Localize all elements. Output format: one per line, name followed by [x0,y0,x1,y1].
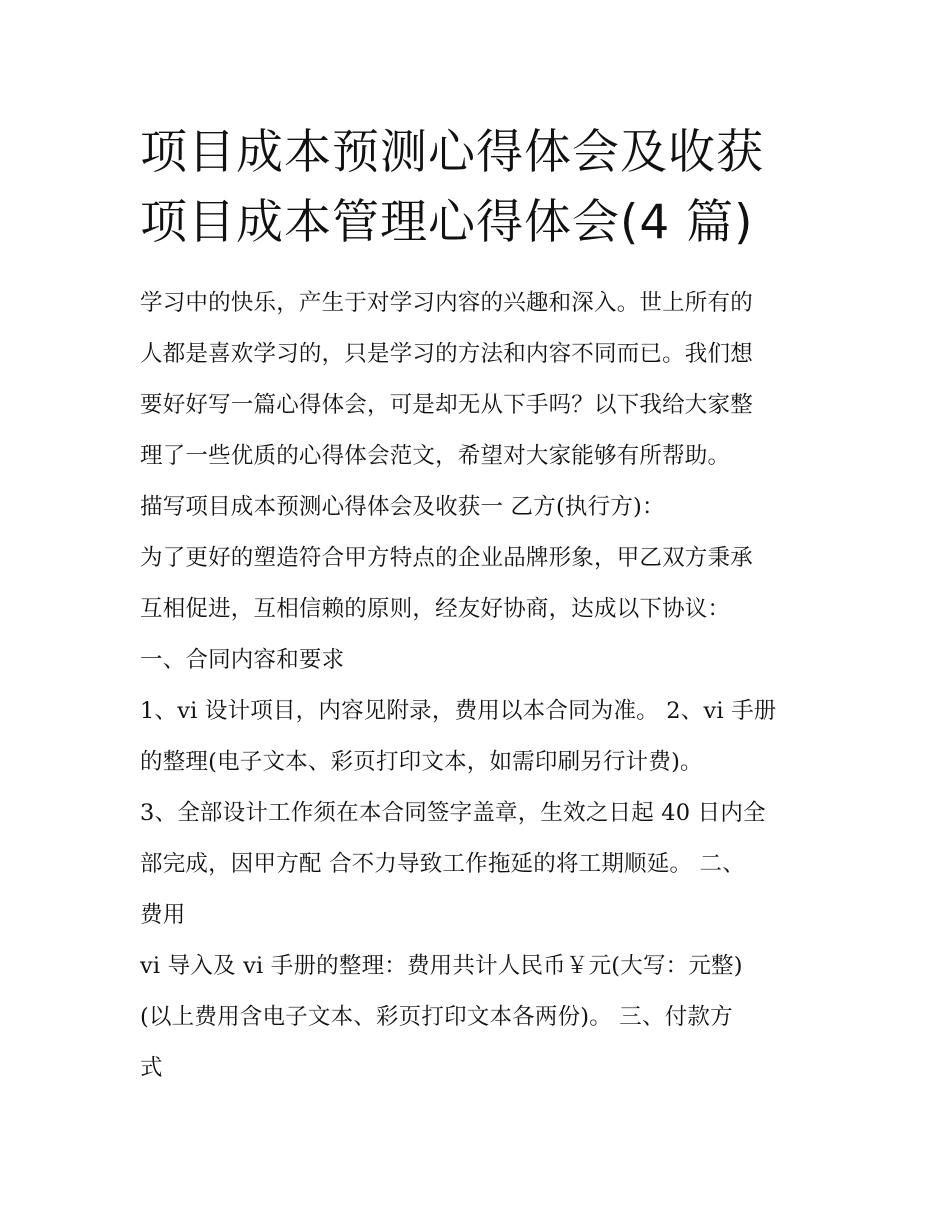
body-line: 人都是喜欢学习的，只是学习的方法和内容不同而已。我们想 [140,341,753,367]
document-page [140,118,820,1094]
body-line: 式 [140,1055,163,1081]
body-line: 理了一些优质的心得体会范文，希望对大家能够有所帮助。 [140,443,731,469]
body-line: 费用 [140,902,186,928]
body-line: 要好好写一篇心得体会，可是却无从下手吗？以下我给大家整 [140,392,753,418]
body-line: 1、vi 设计项目，内容见附录，费用以本合同为准。 2、vi 手册 [140,698,777,724]
title-line-1: 项目成本预测心得体会及收获 [140,125,764,180]
body-line: vi 导入及 vi 手册的整理：费用共计人民币￥元(大写：元整) [140,953,743,979]
body-line: (以上费用含电子文本、彩页打印文本各两份)。 三、付款方 [140,1004,733,1030]
title-line-2: 项目成本管理心得体会(4 篇) [140,195,754,250]
body-line: 的整理(电子文本、彩页打印文本，如需印刷另行计费)。 [140,749,703,775]
body-line: 学习中的快乐，产生于对学习内容的兴趣和深入。世上所有的 [140,290,753,316]
document-body [140,278,820,1094]
section-heading-line: 描写项目成本预测心得体会及收获一 乙方(执行方)： [140,494,665,520]
body-line: 部完成，因甲方配 合不力导致工作拖延的将工期顺延。 二、 [140,851,745,877]
body-line: 互相促进，互相信赖的原则，经友好协商，达成以下协议： [140,596,731,622]
body-line: 为了更好的塑造符合甲方特点的企业品牌形象，甲乙双方秉承 [140,545,753,571]
clause-heading-line: 一、合同内容和要求 [140,647,345,673]
document-title [140,118,820,258]
body-line: 3、全部设计工作须在本合同签字盖章，生效之日起 40 日内全 [140,800,766,826]
